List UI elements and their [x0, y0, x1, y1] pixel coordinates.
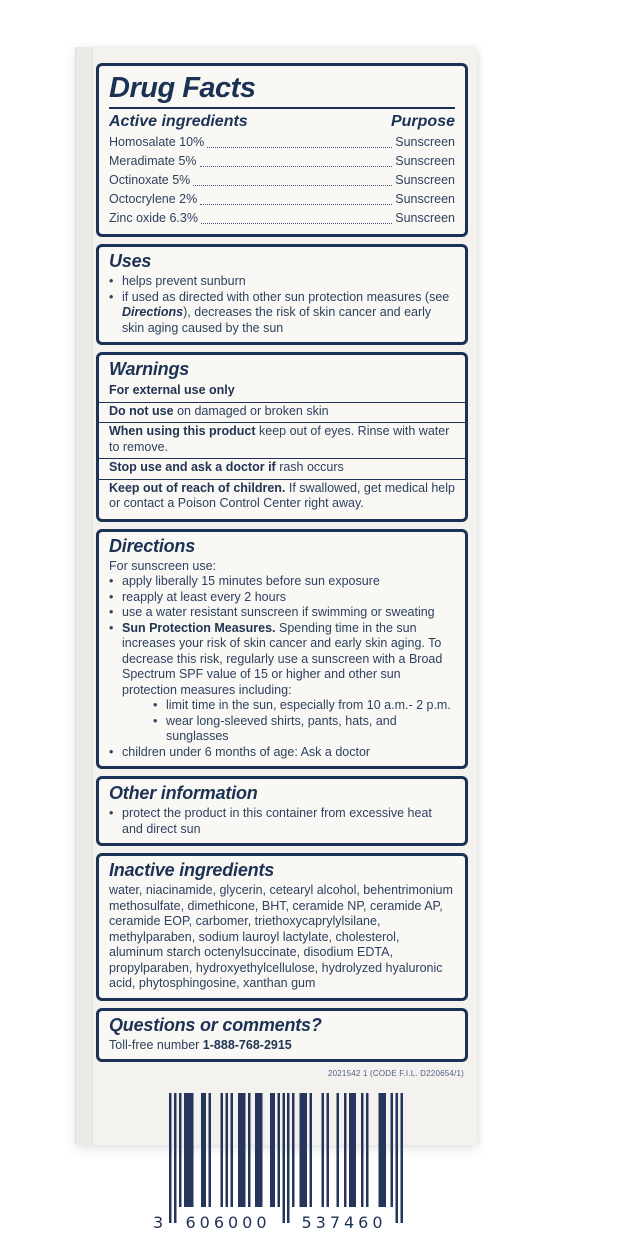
ingredient-row	[109, 209, 455, 228]
uses-panel	[96, 244, 468, 345]
ingredient-name: Homosalate 10%	[109, 135, 205, 149]
barcode	[155, 1093, 403, 1239]
bullet-dot: •	[109, 589, 114, 604]
other-information-bullet: • protect the product in this container from excessive heat and direct sun	[109, 806, 432, 836]
ingredient-row	[109, 133, 455, 152]
inactive-ingredients-heading: Inactive ingredients	[109, 860, 275, 880]
bullet-dot: •	[153, 713, 158, 728]
directions-bullet: • reapply at least every 2 hours	[109, 589, 286, 604]
uses-bullet-2	[109, 290, 455, 337]
warning-item: Stop use and ask a doctor if rash occurs	[99, 459, 465, 480]
dotted-leader	[207, 147, 392, 148]
barcode-digits-left: 606000	[185, 1213, 271, 1232]
ingredient-name: Octocrylene 2%	[109, 192, 198, 206]
ingredient-row	[109, 171, 455, 190]
drug-facts-title: Drug Facts	[109, 72, 256, 104]
other-information-panel	[96, 776, 468, 846]
directions-intro: For sunscreen use:	[109, 558, 216, 573]
warnings-panel	[96, 352, 468, 522]
ingredient-row	[109, 190, 455, 209]
directions-panel	[96, 529, 468, 770]
bullet-dot: •	[109, 806, 114, 820]
questions-heading: Questions or comments?	[109, 1014, 322, 1035]
ingredient-name: Meradimate 5%	[109, 154, 197, 168]
active-ingredients-panel	[96, 63, 468, 237]
manufacturing-code: 2021542 1 (CODE F.I.L. D220654/1)	[327, 1069, 464, 1078]
directions-heading: Directions	[109, 535, 196, 556]
bullet-dot: •	[109, 574, 114, 588]
sunscreen-box-back	[75, 47, 477, 1232]
bullet-dot: •	[153, 698, 158, 712]
directions-bullet: • children under 6 months of age: Ask a doctor	[109, 744, 371, 759]
warning-item: Keep out of reach of children. If swallowed, get medical help or contact a Poison Control Center right away.	[109, 480, 455, 510]
ingredient-purpose: Sunscreen	[395, 135, 455, 149]
directions-bullet-sun-protection	[109, 621, 455, 699]
dotted-leader	[200, 204, 392, 205]
drug-facts-label	[93, 47, 477, 1232]
warnings-heading: Warnings	[109, 359, 190, 379]
directions-bullet: • apply liberally 15 minutes before sun exposure	[109, 574, 380, 588]
uses-bullet-1: • helps prevent sunburn	[109, 274, 246, 288]
ingredient-purpose: Sunscreen	[395, 154, 455, 168]
warning-item: Do not use on damaged or broken skin	[99, 403, 465, 424]
bullet-dot: •	[109, 605, 114, 619]
dotted-leader	[200, 166, 393, 167]
uses-bullet-2-pre: if used as directed with other sun protection measures (see	[122, 289, 450, 304]
ingredient-purpose: Sunscreen	[395, 192, 455, 206]
bullet-dot: •	[109, 620, 114, 635]
barcode-bars	[169, 1093, 403, 1223]
uses-bullet-2-post: ), decreases the risk of skin cancer and early skin aging caused by the sun	[122, 305, 432, 335]
toll-free-number: 1-888-768-2915	[202, 1037, 292, 1052]
bullet-dot: •	[109, 274, 114, 288]
barcode-digit-first: 3	[153, 1213, 164, 1232]
dotted-leader	[201, 223, 392, 224]
dotted-leader	[193, 185, 392, 186]
barcode-digits-right: 537460	[301, 1213, 387, 1232]
directions-bullet: • use a water resistant sunscreen if swimming or sweating	[109, 605, 435, 619]
directions-sub-bullet: • wear long-sleeved shirts, pants, hats, and sunglasses	[153, 713, 397, 743]
ingredient-name: Octinoxate 5%	[109, 173, 191, 187]
bullet-dot: •	[109, 744, 114, 759]
box-left-edge	[75, 47, 93, 1145]
other-information-heading: Other information	[109, 783, 258, 803]
active-ingredients-heading: Active ingredients	[109, 113, 248, 130]
ingredient-purpose: Sunscreen	[395, 173, 455, 187]
toll-free-line: Toll-free number 1-888-768-2915	[109, 1037, 292, 1052]
sun-protection-text: Spending time in the sun increases your risk of skin cancer and early skin aging. To decrease this risk, regularly use a sunscreen with a Broad Spectrum SPF value of 15 or higher and other sun protection measures including:	[122, 620, 443, 697]
purpose-heading: Purpose	[390, 113, 455, 130]
title-divider	[109, 107, 455, 109]
inactive-ingredients-panel	[96, 853, 468, 1001]
uses-heading: Uses	[109, 251, 152, 271]
questions-panel	[96, 1008, 468, 1063]
active-ingredients-header	[109, 112, 455, 132]
ingredient-row	[109, 152, 455, 171]
warning-item: When using this product keep out of eyes. Rinse with water to remove.	[99, 423, 465, 459]
inactive-ingredients-list: water, niacinamide, glycerin, cetearyl alcohol, behentrimonium methosulfate, dimethicone, BHT, ceramide NP, ceramide AP, ceramide EOP, carbomer, triethoxycaprylylsilane, methylparaben, sodium lauroyl lactylate, cholesterol, aluminum starch octenylsuccinate, disodium EDTA, propylparaben, hydroxyethylcellulose, hydrolyzed hyaluronic acid, phytosphingosine, xanthan gum	[109, 883, 453, 990]
directions-sub-bullet: • limit time in the sun, especially from 10 a.m.- 2 p.m.	[153, 698, 451, 712]
ingredient-name: Zinc oxide 6.3%	[109, 211, 198, 225]
warning-item: For external use only	[99, 382, 465, 403]
ingredient-purpose: Sunscreen	[395, 211, 455, 225]
directions-reference: Directions	[122, 305, 184, 319]
bullet-dot: •	[109, 289, 114, 304]
sun-protection-lead: Sun Protection Measures.	[122, 620, 279, 635]
